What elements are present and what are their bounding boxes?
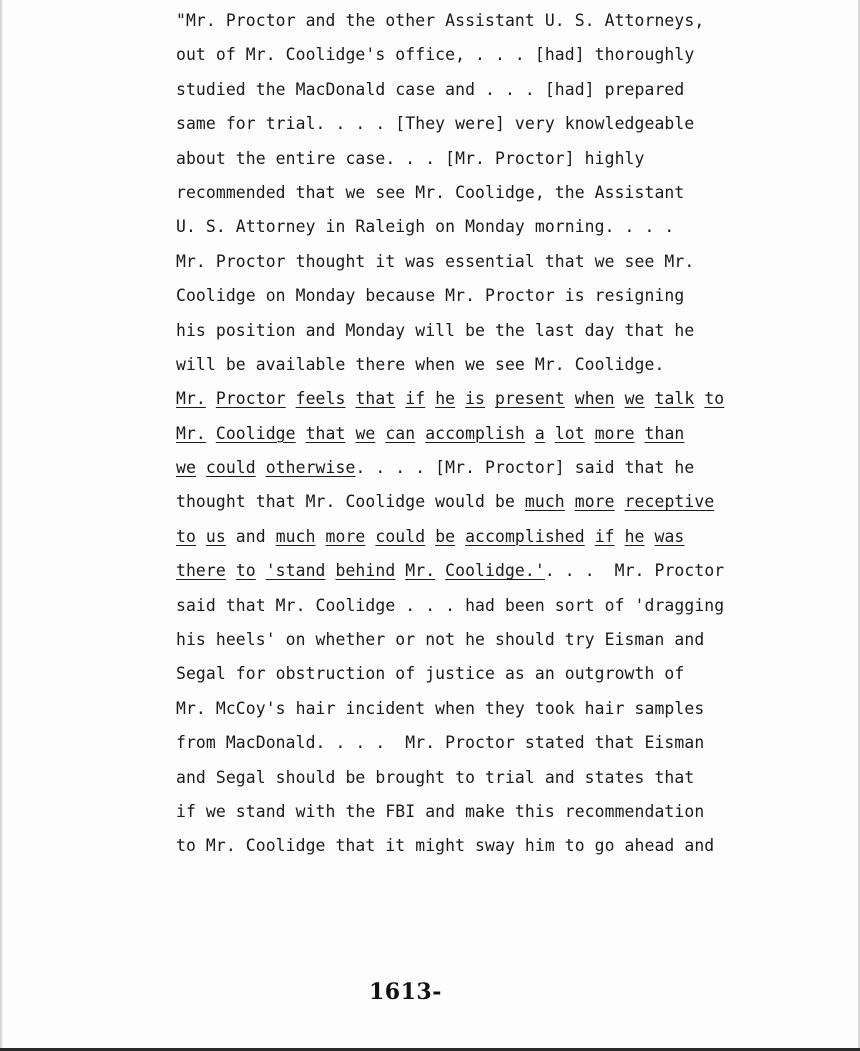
quoted-text-block	[176, 4, 776, 864]
scan-edge-left	[0, 0, 3, 1051]
text-segment: Mr. Proctor thought it was essential that we see Mr.	[176, 251, 695, 271]
text-segment: about the entire case. . . [Mr. Proctor] highly	[176, 148, 645, 168]
text-segment: and	[225, 526, 276, 546]
underlined-text: otherwise	[265, 458, 356, 478]
text-segment	[256, 561, 266, 580]
underlined-text: accomplish	[425, 423, 525, 443]
underlined-text: if	[405, 389, 426, 409]
text-segment	[296, 424, 306, 443]
text-segment: . . . Mr. Proctor	[544, 561, 725, 581]
underlined-text: Mr.	[405, 561, 436, 581]
text-segment	[525, 424, 535, 443]
underlined-text: feels	[295, 389, 346, 409]
underlined-text: much	[524, 492, 565, 512]
text-segment	[615, 527, 625, 546]
underlined-text: Coolidge.'	[445, 561, 545, 581]
text-segment: and Segal should be brought to trial and states that	[176, 767, 695, 787]
text-segment	[365, 527, 375, 546]
text-segment: same for trial. . . . [They were] very knowledgeable	[176, 114, 695, 134]
text-segment	[425, 389, 435, 408]
text-segment	[585, 527, 595, 546]
underlined-text: we	[355, 423, 376, 443]
text-line	[176, 382, 776, 416]
text-line	[176, 4, 776, 38]
text-segment	[694, 389, 704, 408]
underlined-text: Proctor	[215, 389, 286, 409]
text-segment	[435, 561, 445, 580]
text-segment	[565, 492, 575, 511]
text-line	[176, 623, 776, 657]
underlined-text: he	[624, 526, 645, 546]
text-segment	[615, 492, 625, 511]
text-line	[176, 589, 776, 623]
underlined-text: behind	[335, 561, 396, 581]
underlined-text: we	[624, 389, 645, 409]
underlined-text: to	[235, 561, 256, 581]
text-segment	[286, 389, 296, 408]
underlined-text: 'stand	[265, 561, 326, 581]
text-segment	[635, 424, 645, 443]
text-segment: Segal for obstruction of justice as an outgrowth of	[176, 664, 685, 684]
underlined-text: more	[574, 492, 615, 512]
text-line	[176, 554, 776, 588]
text-segment	[206, 424, 216, 443]
underlined-text: more	[325, 526, 366, 546]
text-segment	[375, 424, 385, 443]
text-segment: Mr. McCoy's hair incident when they took hair samples	[176, 698, 705, 718]
text-segment	[326, 561, 336, 580]
text-segment	[645, 527, 655, 546]
text-line	[176, 657, 776, 691]
text-line	[176, 829, 776, 863]
underlined-text: us	[205, 526, 226, 546]
text-segment: his heels' on whether or not he should try Eisman and	[176, 630, 705, 650]
underlined-text: to	[176, 526, 196, 546]
text-line	[176, 451, 776, 485]
underlined-text: that	[355, 389, 396, 409]
text-line	[176, 38, 776, 72]
text-segment: from MacDonald. . . . Mr. Proctor stated that Eisman	[176, 733, 705, 753]
text-line	[176, 73, 776, 107]
text-segment	[316, 527, 326, 546]
text-segment: if we stand with the FBI and make this recommendation	[176, 801, 705, 821]
underlined-text: much	[275, 526, 316, 546]
underlined-text: more	[594, 423, 635, 443]
underlined-text: he	[435, 389, 456, 409]
text-segment	[256, 458, 266, 477]
text-line	[176, 142, 776, 176]
text-segment	[226, 561, 236, 580]
text-segment: Coolidge on Monday because Mr. Proctor is resigning	[176, 286, 685, 306]
text-line	[176, 795, 776, 829]
text-segment: U. S. Attorney in Raleigh on Monday morning. . . .	[176, 217, 675, 237]
text-segment	[395, 389, 405, 408]
text-segment	[565, 389, 575, 408]
text-segment	[585, 424, 595, 443]
underlined-text: Mr.	[176, 389, 206, 409]
text-line	[176, 245, 776, 279]
text-segment: out of Mr. Coolidge's office, . . . [had] thoroughly	[176, 45, 695, 65]
text-segment: . . . . [Mr. Proctor] said that he	[355, 458, 695, 478]
text-segment	[485, 389, 495, 408]
underlined-text: a	[534, 423, 545, 443]
text-segment: said that Mr. Coolidge . . . had been sort of 'dragging	[176, 595, 725, 615]
text-segment: his position and Monday will be the last day that he	[176, 320, 695, 340]
underlined-text: that	[305, 423, 346, 443]
page-number: 1613-	[369, 979, 442, 1005]
underlined-text: when	[574, 389, 615, 409]
underlined-text: we	[176, 458, 196, 478]
text-segment	[395, 561, 405, 580]
underlined-text: Coolidge	[215, 423, 296, 443]
text-segment	[345, 389, 355, 408]
text-line	[176, 761, 776, 795]
text-segment: will be available there when we see Mr. Coolidge.	[176, 354, 665, 374]
text-line	[176, 417, 776, 451]
text-line	[176, 348, 776, 382]
text-segment: thought that Mr. Coolidge would be	[176, 492, 525, 512]
text-line	[176, 176, 776, 210]
text-segment	[455, 527, 465, 546]
text-segment	[206, 389, 216, 408]
text-line	[176, 520, 776, 554]
underlined-text: be	[435, 526, 456, 546]
text-segment	[415, 424, 425, 443]
underlined-text: accomplished	[465, 526, 585, 546]
text-line	[176, 726, 776, 760]
text-line	[176, 210, 776, 244]
text-segment: "Mr. Proctor and the other Assistant U. S. Attorneys,	[176, 11, 705, 30]
underlined-text: talk	[654, 389, 695, 409]
text-segment	[545, 424, 555, 443]
text-segment	[196, 458, 206, 477]
text-segment	[455, 389, 465, 408]
underlined-text: than	[644, 423, 685, 443]
text-line	[176, 485, 776, 519]
underlined-text: if	[594, 526, 615, 546]
underlined-text: to	[704, 389, 725, 409]
text-line	[176, 279, 776, 313]
text-segment: studied the MacDonald case and . . . [had] prepared	[176, 79, 685, 99]
text-segment: to Mr. Coolidge that it might sway him to go ahead and	[176, 836, 715, 856]
text-segment	[615, 389, 625, 408]
text-segment	[196, 527, 206, 546]
underlined-text: could	[375, 526, 426, 546]
underlined-text: was	[654, 526, 685, 546]
underlined-text: is	[465, 389, 486, 409]
underlined-text: receptive	[624, 492, 715, 512]
underlined-text: there	[176, 561, 226, 581]
underlined-text: could	[205, 458, 256, 478]
text-line	[176, 107, 776, 141]
underlined-text: lot	[554, 423, 585, 443]
underlined-text: Mr.	[176, 423, 206, 443]
text-segment	[425, 527, 435, 546]
text-segment: recommended that we see Mr. Coolidge, the Assistant	[176, 182, 685, 202]
text-segment	[645, 389, 655, 408]
text-line	[176, 692, 776, 726]
text-line	[176, 314, 776, 348]
underlined-text: present	[495, 389, 565, 409]
text-segment	[345, 424, 355, 443]
underlined-text: can	[385, 423, 416, 443]
